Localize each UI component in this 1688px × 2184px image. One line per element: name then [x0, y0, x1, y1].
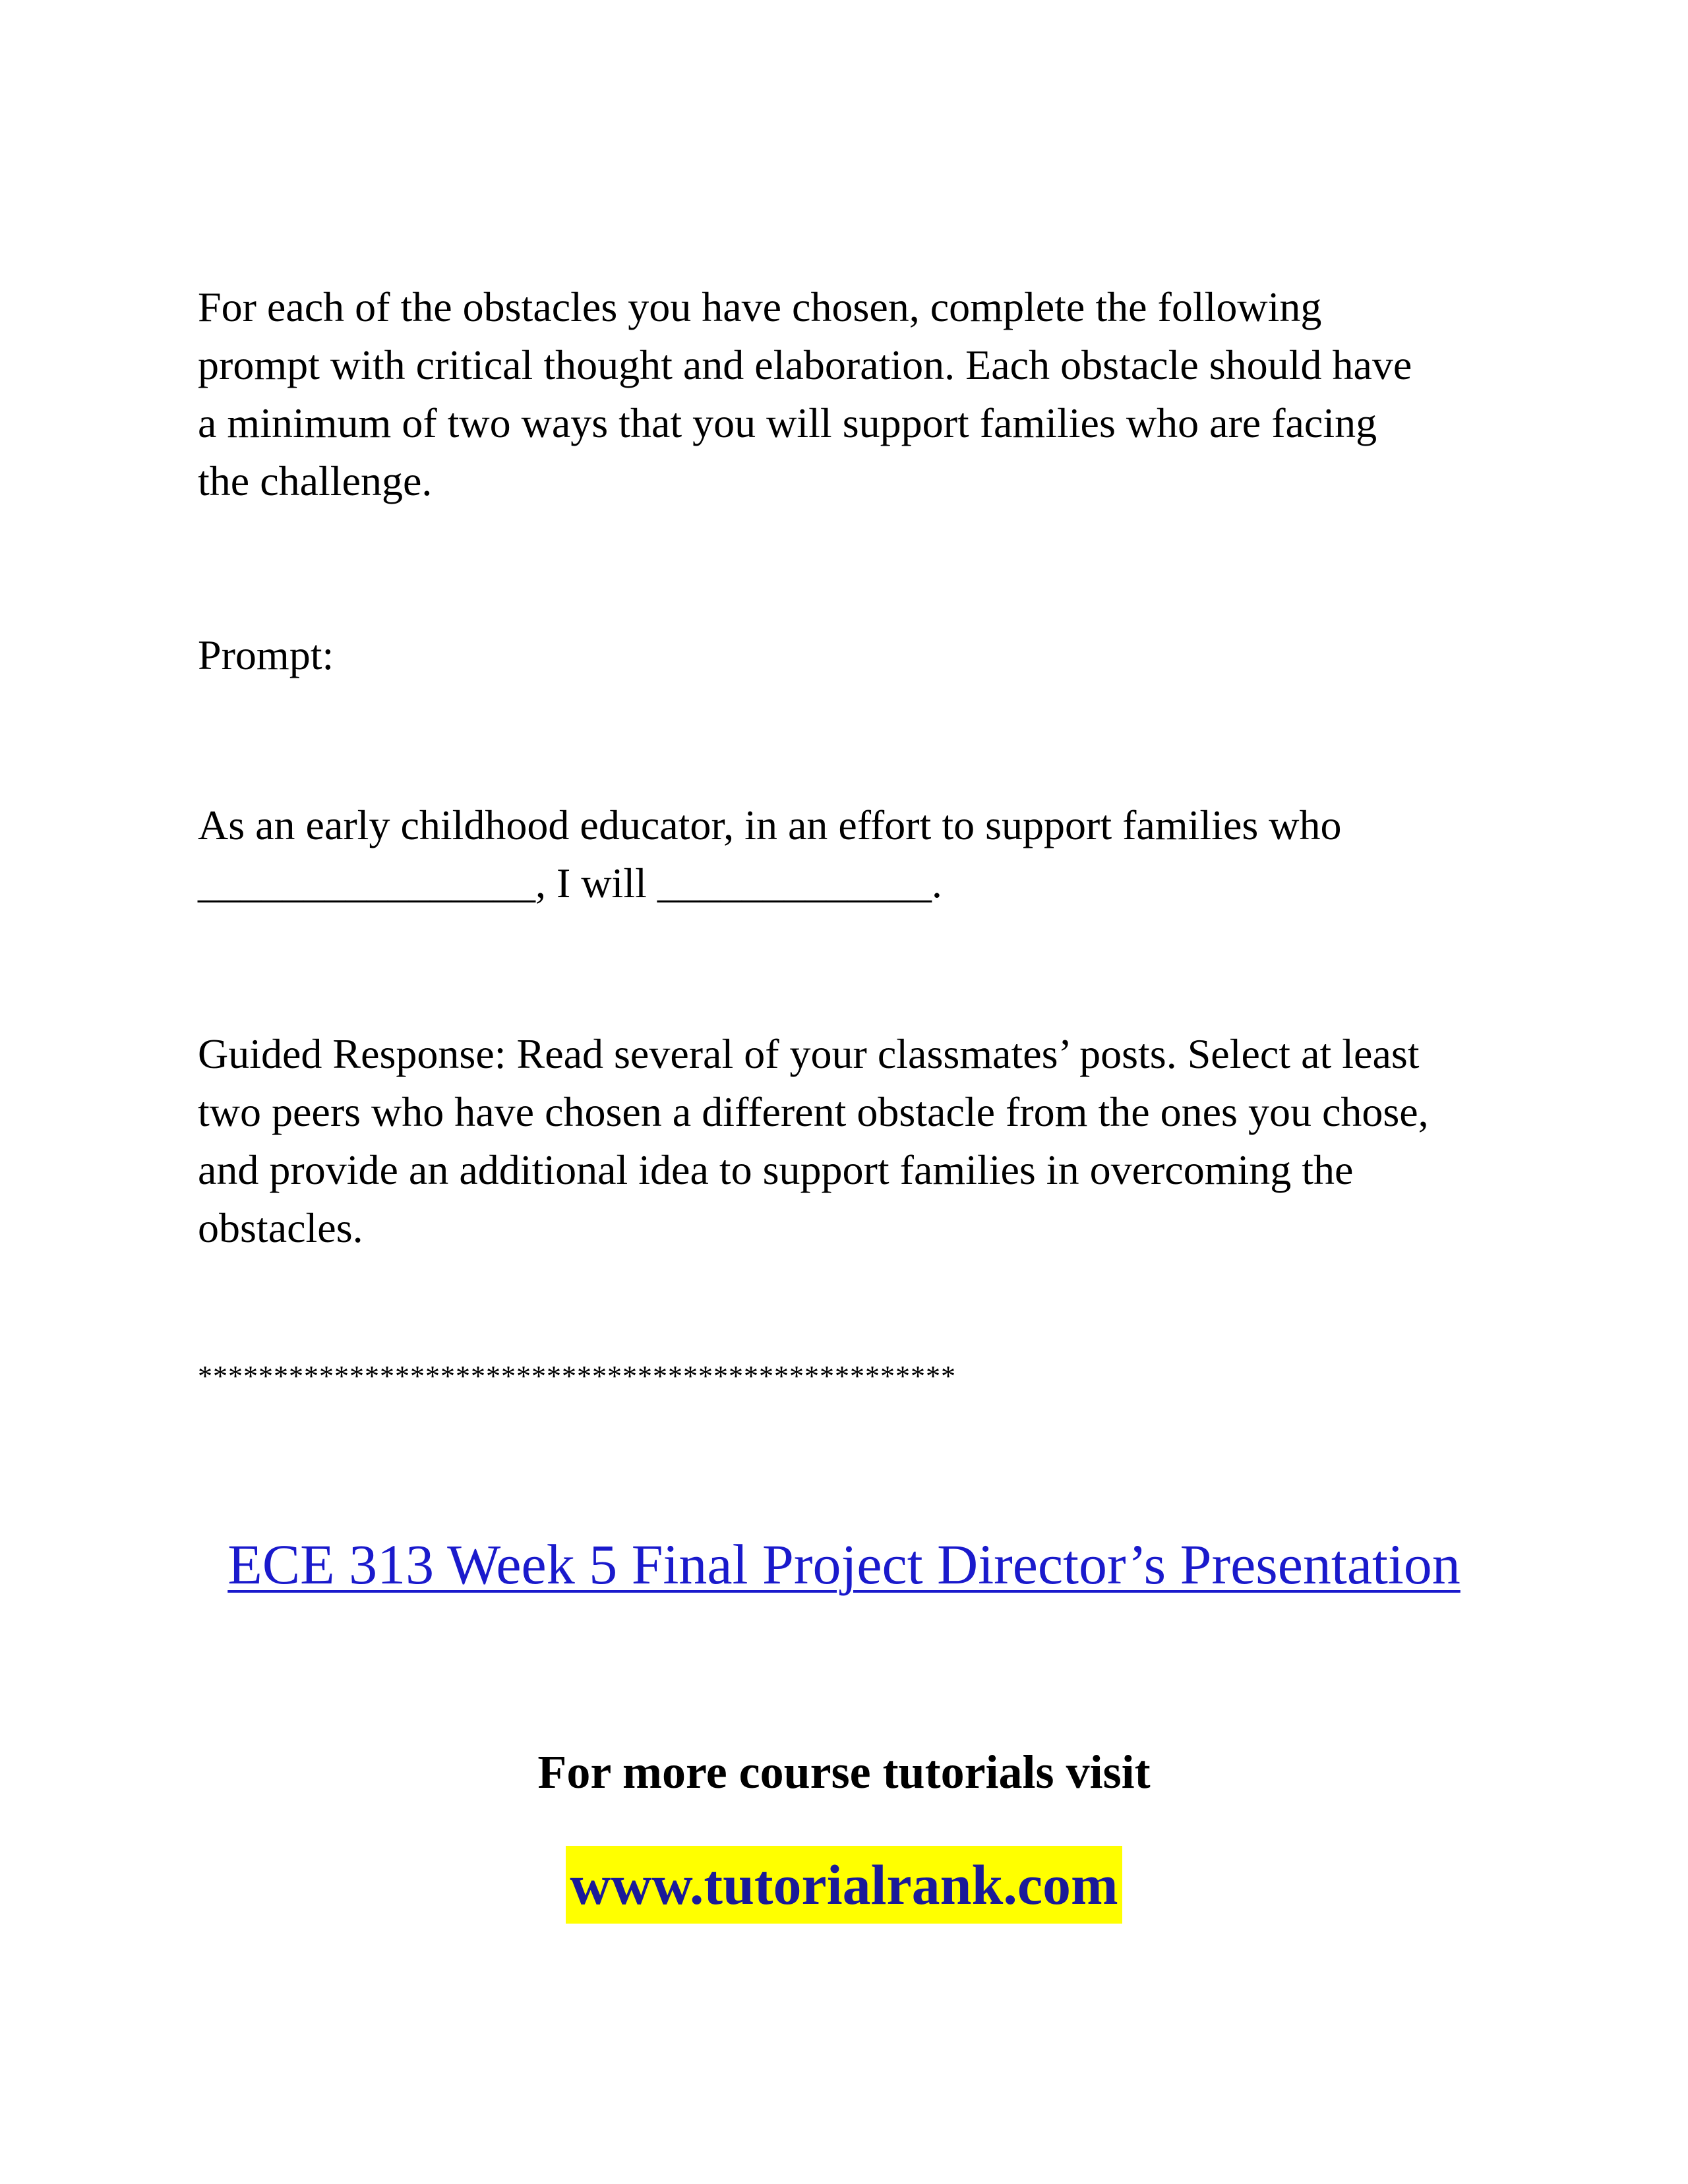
- guided-line: two peers who have chosen a different obstacle from the ones you chose,: [198, 1088, 1429, 1135]
- guided-line: Guided Response: Read several of your classmates’ posts. Select at least: [198, 1030, 1420, 1077]
- guided-response-paragraph: [198, 1025, 1517, 1257]
- prompt-label: Prompt:: [198, 632, 334, 678]
- asterisk-separator: **************************************************: [198, 1360, 956, 1392]
- prompt-paragraph: [198, 796, 1517, 912]
- prompt-line: As an early childhood educator, in an effort to support families who: [198, 802, 1342, 848]
- intro-line: a minimum of two ways that you will support families who are facing: [198, 399, 1377, 446]
- site-link[interactable]: www.tutorialrank.com: [566, 1846, 1122, 1924]
- intro-line: prompt with critical thought and elaboration. Each obstacle should have: [198, 341, 1412, 388]
- site-link-container: [0, 1846, 1688, 1924]
- visit-label: For more course tutorials visit: [537, 1746, 1151, 1798]
- intro-paragraph: [198, 278, 1517, 510]
- intro-line: the challenge.: [198, 457, 433, 504]
- guided-line: obstacles.: [198, 1204, 363, 1251]
- guided-line: and provide an additional idea to support families in overcoming the: [198, 1146, 1354, 1193]
- course-title-link[interactable]: ECE 313 Week 5 Final Project Director’s Presentation: [227, 1533, 1461, 1596]
- intro-line: For each of the obstacles you have chosen, complete the following: [198, 283, 1322, 330]
- prompt-line: ________________, I will _____________.: [198, 860, 942, 906]
